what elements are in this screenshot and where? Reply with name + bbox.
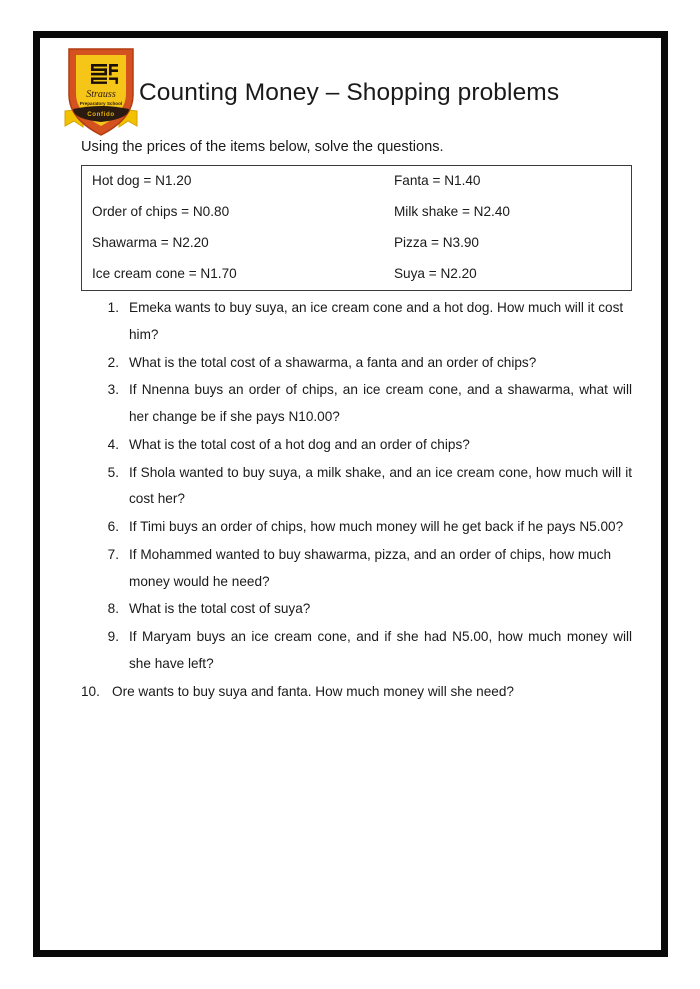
question-number: 2.: [107, 354, 119, 370]
svg-text:Confido: Confido: [87, 111, 115, 118]
svg-text:Strauss: Strauss: [86, 89, 116, 100]
price-item-right: Pizza = N3.90: [393, 234, 479, 250]
instructions-text: Using the prices of the items below, solve the questions.: [81, 139, 444, 155]
question-item: [81, 295, 632, 349]
question-number: 6.: [107, 519, 119, 535]
question-item: [81, 596, 632, 623]
page-title: Counting Money – Shopping problems: [139, 79, 560, 106]
table-row: [82, 259, 631, 290]
price-item-left: Ice cream cone = N1.70: [92, 265, 237, 281]
question-number: 1.: [107, 300, 119, 315]
question-text: What is the total cost of suya?: [129, 601, 311, 617]
question-text: What is the total cost of a shawarma, a fanta and an order of chips?: [129, 354, 537, 370]
question-item: [81, 432, 632, 459]
question-number: 8.: [107, 601, 119, 617]
question-number: 9.: [107, 629, 119, 645]
question-text: If Maryam buys an ice cream cone, and if she had N5.00, how much money will she have left?: [129, 629, 632, 671]
question-text: If Shola wanted to buy suya, a milk shake, and an ice cream cone, how much will it cost her?: [129, 464, 632, 507]
svg-text:Preparatory School: Preparatory School: [79, 101, 123, 106]
worksheet-content: [40, 38, 661, 950]
question-text: If Mohammed wanted to buy shawarma, pizza, and an order of chips, how much money would he need?: [129, 546, 612, 589]
price-item-right: Fanta = N1.40: [393, 173, 481, 188]
question-item: [81, 624, 632, 678]
price-list-table: [81, 165, 632, 291]
question-text: Emeka wants to buy suya, an ice cream cone and a hot dog. How much will it cost him?: [129, 300, 624, 342]
question-number: 3.: [107, 382, 119, 398]
question-item: [81, 377, 632, 431]
questions-list: [81, 295, 632, 706]
table-row: [82, 228, 631, 259]
question-text: If Timi buys an order of chips, how much money will he get back if he pays N5.00?: [129, 519, 624, 535]
price-table-body: [82, 166, 631, 290]
price-item-right: Suya = N2.20: [393, 265, 477, 281]
question-item: [81, 460, 632, 514]
table-row: [82, 197, 631, 228]
worksheet-page: [33, 31, 668, 957]
school-crest-icon: [57, 43, 145, 140]
worksheet-header: [40, 38, 661, 155]
question-text: What is the total cost of a hot dog and an order of chips?: [129, 436, 470, 452]
table-row: [82, 166, 631, 197]
question-number: 10.: [81, 683, 100, 699]
price-item-right: Milk shake = N2.40: [393, 203, 510, 219]
question-item: [81, 514, 632, 541]
question-item: [81, 542, 632, 596]
question-number: 7.: [107, 546, 119, 562]
question-text: If Nnenna buys an order of chips, an ice cream cone, and a shawarma, what will her change be if she pays N10.00?: [129, 382, 632, 425]
question-text: Ore wants to buy suya and fanta. How much money will she need?: [112, 683, 514, 699]
price-item-left: Order of chips = N0.80: [92, 203, 230, 219]
question-number: 4.: [107, 436, 119, 452]
price-item-left: Hot dog = N1.20: [92, 173, 192, 188]
question-item: [81, 679, 632, 706]
price-item-left: Shawarma = N2.20: [92, 234, 209, 250]
question-number: 5.: [107, 464, 119, 480]
question-item: [81, 350, 632, 377]
